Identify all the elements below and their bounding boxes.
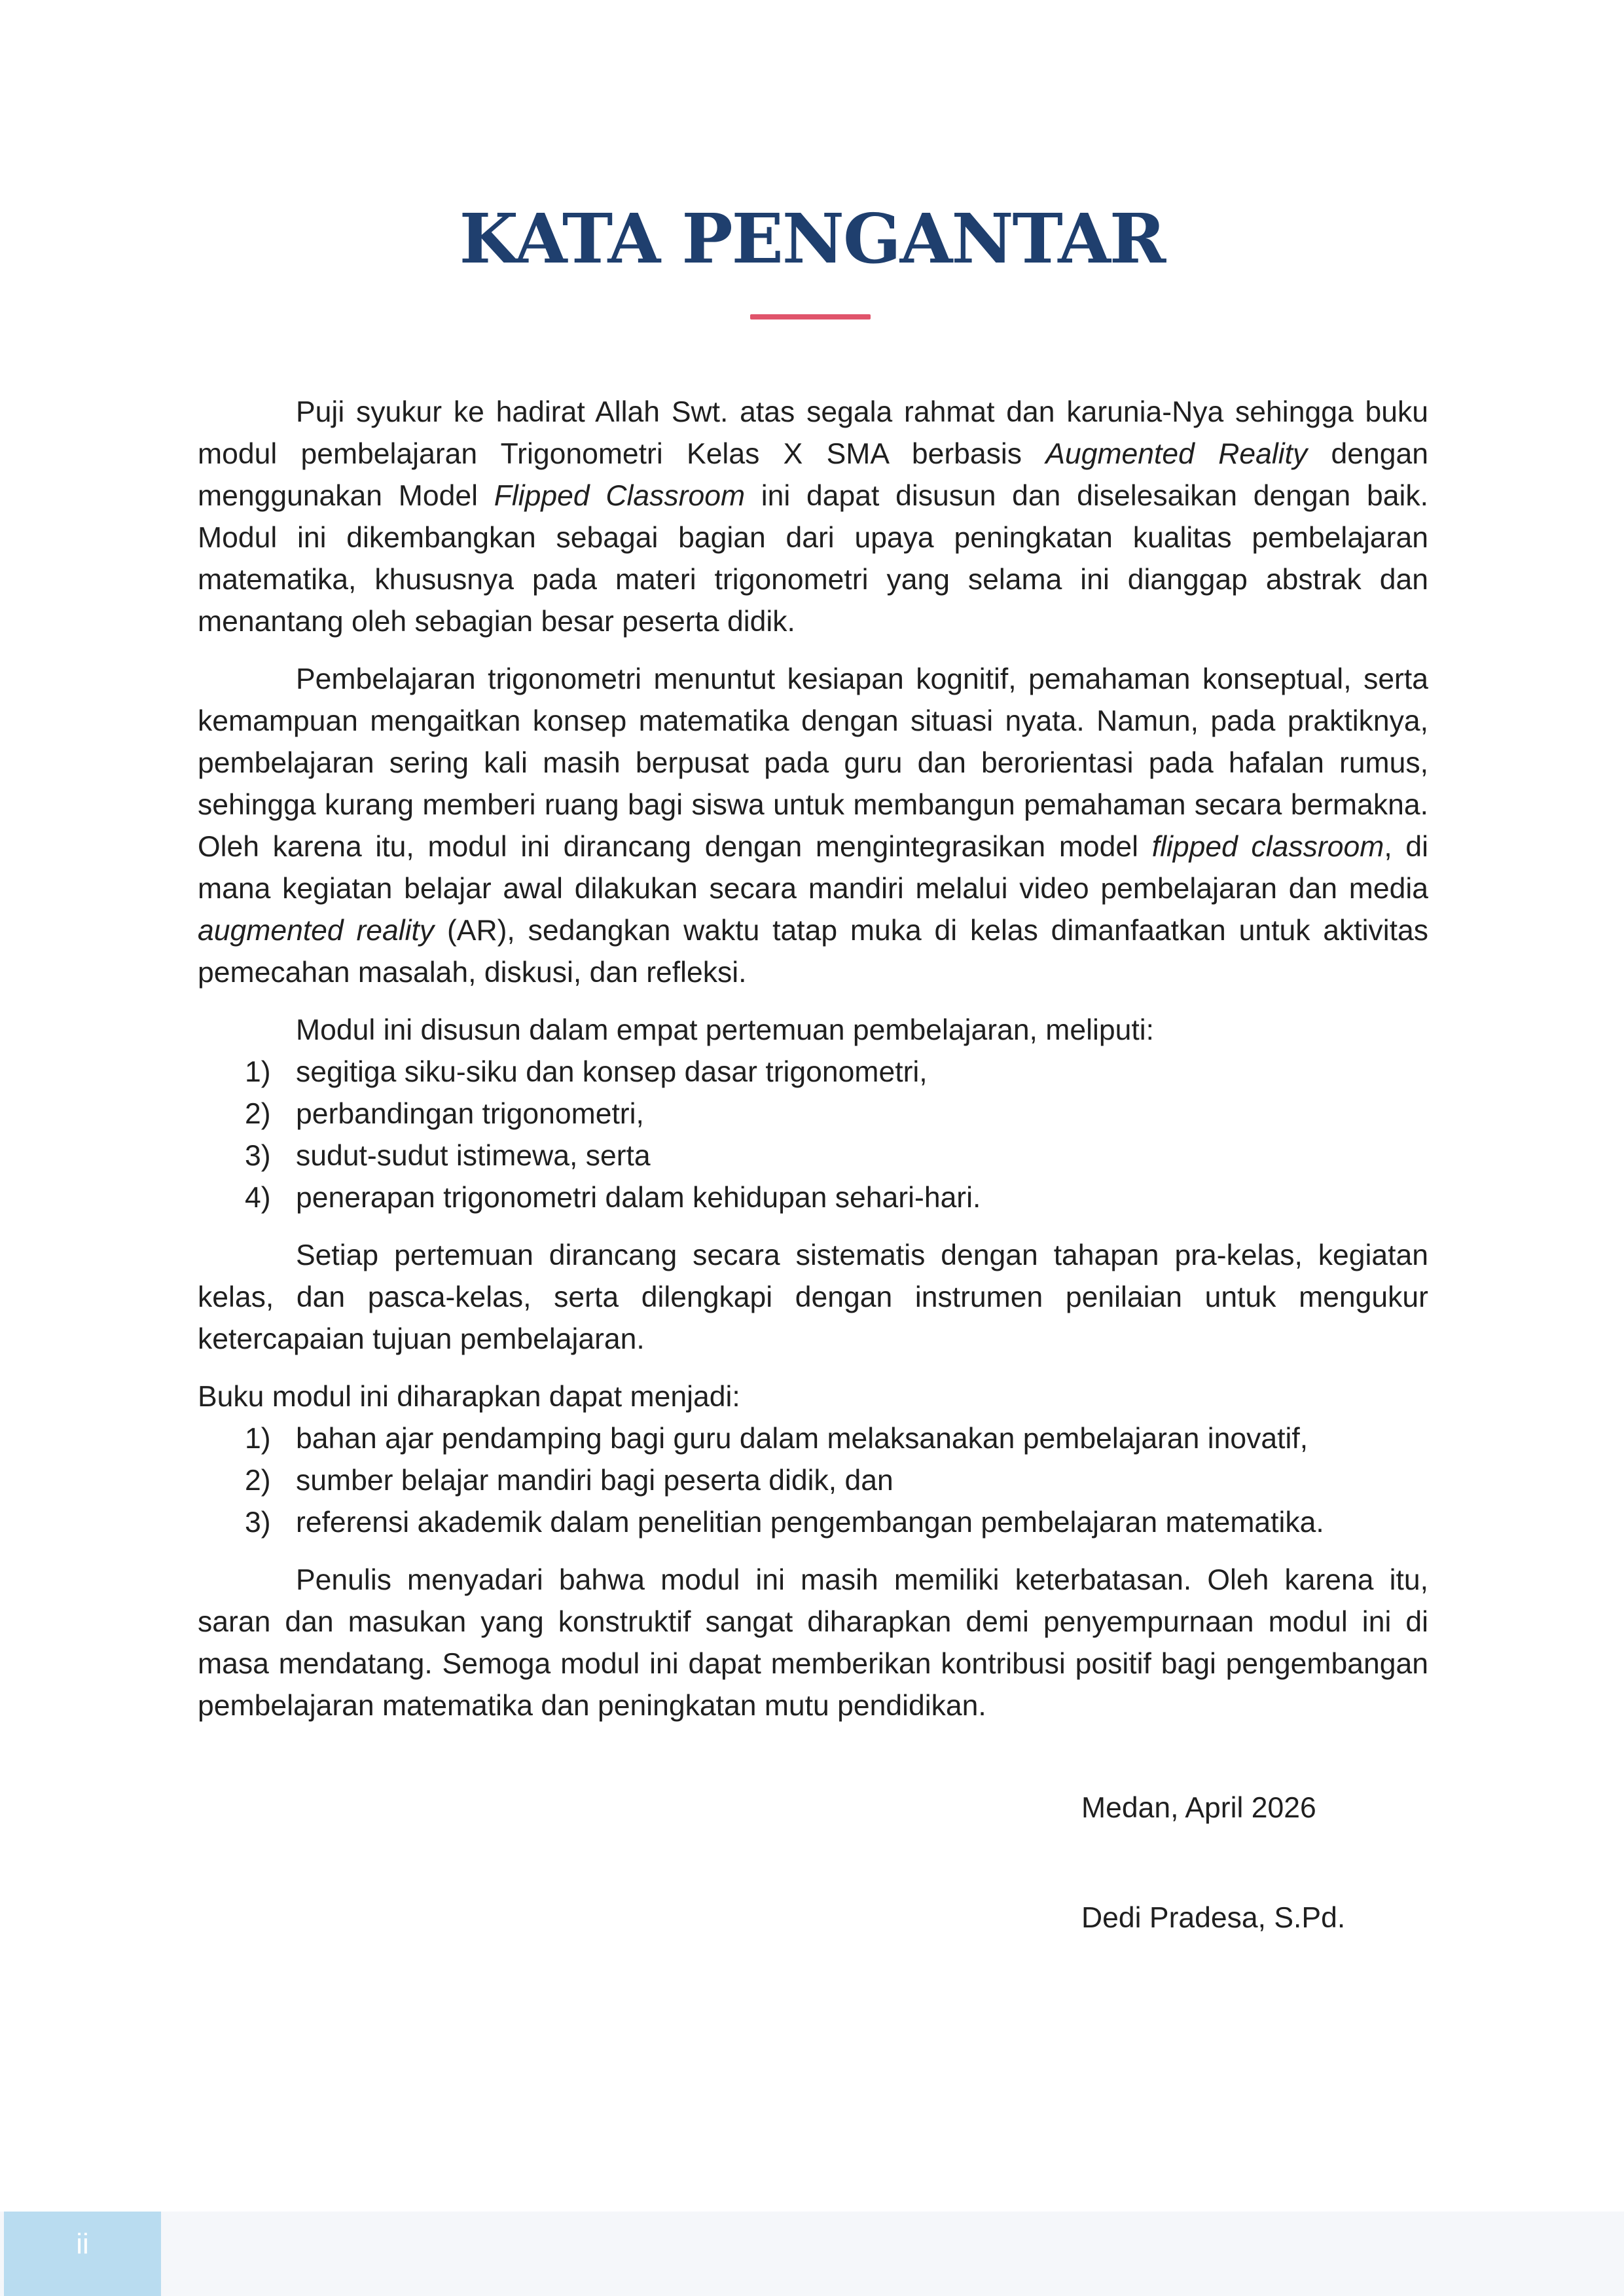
paragraph-opening-text-1: Puji syukur ke hadirat Allah Swt. atas segala rahmat dan karunia-Nya sehingga buku modul pembelajaran Trigonometri Kelas X SMA berbasis: [198, 396, 1428, 470]
paragraph-background: [198, 659, 1428, 994]
paragraph-closing: Penulis menyadari bahwa modul ini masih memiliki keterbatasan. Oleh karena itu, saran dan masukan yang konstruktif sangat diharapkan demi penyempurnaan modul ini di masa mendatang. Semoga modul ini dapat memberikan kontribusi positif bagi pengembangan pembelajaran matematika dan peningkatan mutu pendidikan.: [198, 1564, 1428, 1722]
list-item-number: 2): [245, 1465, 271, 1497]
paragraph-opening-text-2: dengan menggunakan Model: [198, 438, 1429, 512]
paragraph-background-text-3: (AR), sedangkan waktu tatap muka di kelas dimanfaatkan untuk aktivitas pemecahan masalah, diskusi, dan refleksi.: [198, 915, 1428, 989]
footer-bar: [0, 2212, 1624, 2296]
preface-body: [198, 392, 1428, 1727]
list-item: [198, 1502, 1428, 1544]
paragraph-background-emphasis-flipped: flipped classroom: [1151, 831, 1384, 863]
page-number-badge: ii: [4, 2212, 161, 2296]
list-item-number: 3): [245, 1506, 271, 1539]
list-item-text: sumber belajar mandiri bagi peserta didik, dan: [296, 1465, 893, 1497]
paragraph-background-text-1: Pembelajaran trigonometri menuntut kesiapan kognitif, pemahaman konseptual, serta kemampuan mengaitkan konsep matematika dengan situasi nyata. Namun, pada praktiknya, pembelajaran sering kali masih berpusat pada guru dan berorientasi pada hafalan rumus, sehingga kurang memberi ruang bagi siswa untuk membangun pemahaman secara bermakna. Oleh karena itu, modul ini dirancang dengan mengintegrasikan model: [198, 663, 1428, 863]
title-underline-accent: [750, 314, 871, 319]
list-item-text: referensi akademik dalam penelitian pengembangan pembelajaran matematika.: [296, 1506, 1324, 1539]
list-item: [198, 1177, 1428, 1219]
paragraph-purposes-intro: Buku modul ini diharapkan dapat menjadi:: [198, 1381, 740, 1413]
list-item-text: penerapan trigonometri dalam kehidupan sehari-hari.: [296, 1182, 981, 1214]
list-item: [198, 1460, 1428, 1502]
list-item: [198, 1051, 1428, 1093]
list-item-number: 2): [245, 1098, 271, 1130]
purposes-list: [198, 1418, 1428, 1544]
paragraph-opening-text-3: ini dapat disusun dan diselesaikan dengan baik. Modul ini dikembangkan sebagai bagian dari upaya peningkatan kualitas pembelajaran matematika, khususnya pada materi trigonometri yang selama ini dianggap abstrak dan menantang oleh sebagian besar peserta didik.: [198, 480, 1428, 638]
list-item-text: sudut-sudut istimewa, serta: [296, 1140, 651, 1172]
list-item-number: 4): [245, 1182, 271, 1214]
meetings-list: [198, 1051, 1428, 1219]
list-item-number: 1): [245, 1423, 271, 1455]
signature-place-date: Medan, April 2026: [1081, 1792, 1316, 1824]
page-title: KATA PENGANTAR: [459, 198, 1165, 279]
list-item: [198, 1418, 1428, 1460]
paragraph-background-emphasis-ar: augmented reality: [198, 915, 435, 947]
paragraph-meetings-intro: Modul ini disusun dalam empat pertemuan pembelajaran, meliputi:: [296, 1014, 1154, 1046]
paragraph-opening-emphasis-flipped: Flipped Classroom: [494, 480, 746, 512]
paragraph-opening: [198, 392, 1428, 643]
paragraph-structure: Setiap pertemuan dirancang secara sistematis dengan tahapan pra-kelas, kegiatan kelas, dan pasca-kelas, serta dilengkapi dengan instrumen penilaian untuk mengukur ketercapaian tujuan pembelajaran.: [198, 1239, 1428, 1355]
list-item-text: perbandingan trigonometri,: [296, 1098, 644, 1130]
paragraph-opening-emphasis-ar: Augmented Reality: [1045, 438, 1308, 470]
signature-author-name: Dedi Pradesa, S.Pd.: [1081, 1902, 1346, 1934]
list-item-text: segitiga siku-siku dan konsep dasar trigonometri,: [296, 1056, 928, 1088]
paragraph-background-text-2: , di mana kegiatan belajar awal dilakukan secara mandiri melalui video pembelajaran dan media: [198, 831, 1428, 905]
list-item: [198, 1135, 1428, 1177]
list-item-text: bahan ajar pendamping bagi guru dalam melaksanakan pembelajaran inovatif,: [296, 1423, 1308, 1455]
list-item-number: 1): [245, 1056, 271, 1088]
list-item-number: 3): [245, 1140, 271, 1172]
list-item: [198, 1093, 1428, 1135]
